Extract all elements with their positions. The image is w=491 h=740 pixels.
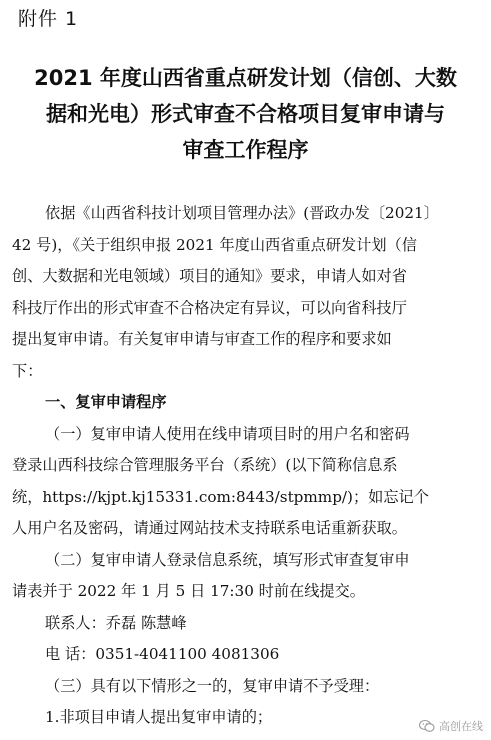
item3-1-line: 1.非项目申请人提出复审申请的； — [45, 708, 273, 726]
attachment-label: 附件 1 — [18, 8, 79, 30]
contact-person: 联系人：乔磊 陈慧峰 — [45, 613, 187, 632]
item2-line-1: （二）复审申请人登录信息系统，填写形式审查复审申 — [45, 550, 410, 569]
item3-line: （三）具有以下情形之一的，复审申请不予受理： — [45, 676, 380, 695]
intro-line-2: 42 号)，《关于组织申报 2021 年度山西省重点研发计划（信 — [12, 235, 417, 254]
intro-line-6: 下： — [12, 361, 43, 380]
item2-line-2: 请表并于 2022 年 1 月 5 日 17:30 时前在线提交。 — [12, 582, 365, 600]
title-line-2: 据和光电）形式审查不合格项目复审申请与 — [46, 102, 445, 126]
item1-line-4: 人用户名及密码，请通过网站技术支持联系电话重新获取。 — [12, 519, 407, 537]
title-line-3: 审查工作程序 — [182, 138, 309, 162]
wechat-icon — [419, 719, 435, 733]
intro-line-1: 依据《山西省科技计划项目管理办法》(晋政办发〔2021〕 — [45, 204, 439, 222]
item1-line-2: 登录山西科技综合管理服务平台（系统）(以下简称信息系 — [12, 456, 398, 474]
intro-line-4: 科技厅作出的形式审查不合格决定有异议，可以向省科技厅 — [12, 298, 407, 317]
section-heading: 一、复审申请程序 — [45, 393, 167, 411]
document-title — [12, 60, 479, 168]
intro-line-5: 提出复审申请。有关复审申请与审查工作的程序和要求如 — [12, 330, 392, 348]
item1-line-1: （一）复审申请人使用在线申请项目时的用户名和密码 — [45, 424, 410, 443]
intro-line-3: 创、大数据和光电领域）项目的通知》要求，申请人如对省 — [12, 267, 407, 285]
watermark-text: 高创在线 — [439, 720, 483, 733]
title-line-1: 2021 年度山西省重点研发计划（信创、大数 — [34, 66, 457, 90]
contact-phone: 电 话：0351-4041100 4081306 — [45, 645, 280, 663]
document-body — [12, 198, 482, 734]
watermark — [419, 718, 483, 734]
item1-line-3: 统，https://kjpt.kj15331.com:8443/stpmmp/)；如忘记个 — [12, 487, 429, 506]
